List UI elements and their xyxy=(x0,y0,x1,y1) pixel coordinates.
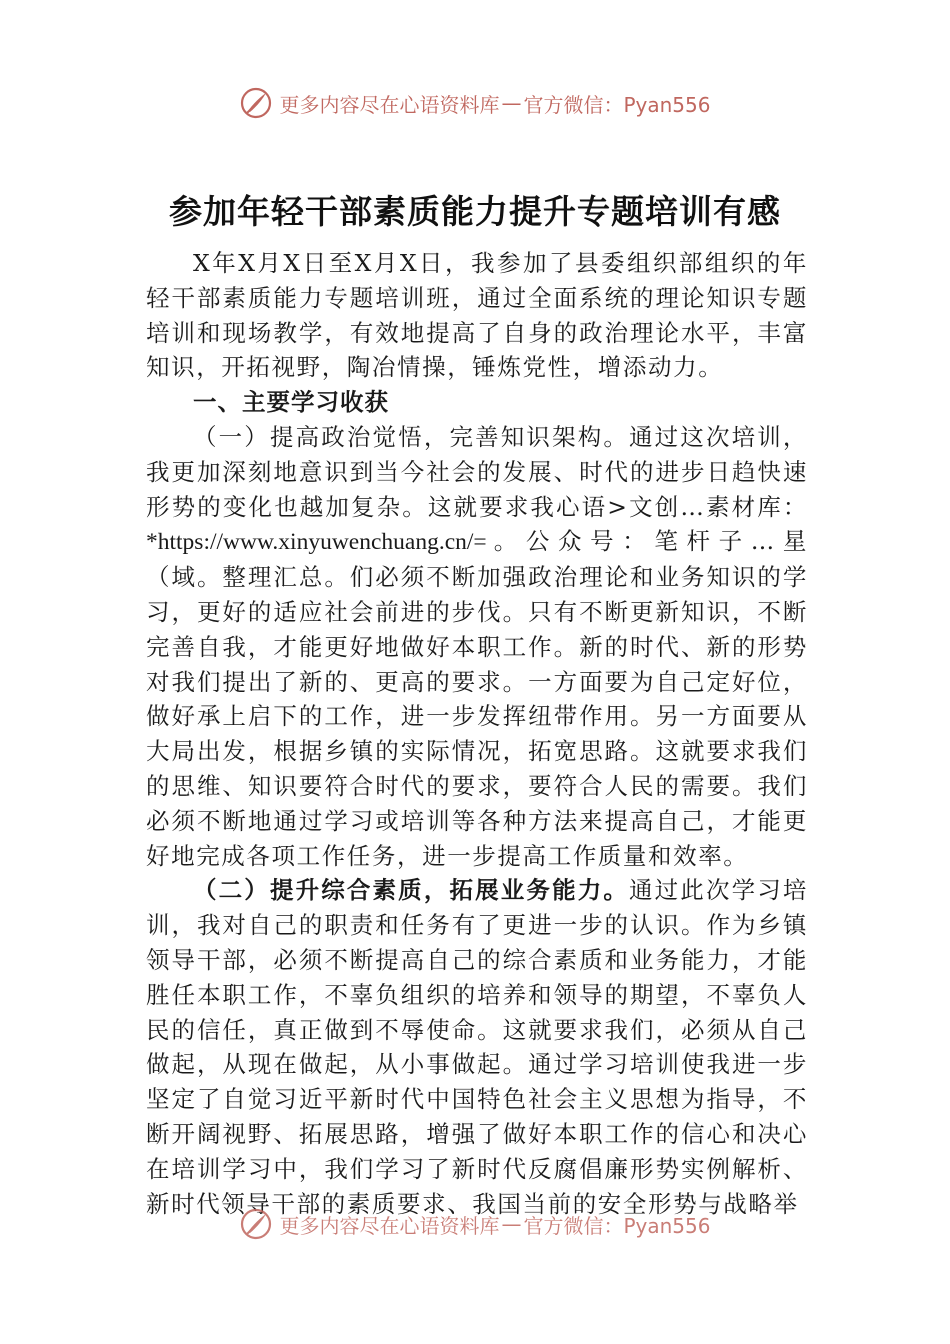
watermark-separator: — xyxy=(501,1212,522,1236)
subsection-1-lead: （一）提高政治觉悟，完善知识架构。 xyxy=(193,422,630,451)
watermark-separator: — xyxy=(501,91,522,115)
watermark-suffix: 官方微信：Pyan556 xyxy=(523,92,711,117)
watermark-footer xyxy=(0,1207,950,1241)
subsection-2-paragraph xyxy=(146,873,808,1221)
watermark-label: 更多内容尽在心语资料库 xyxy=(279,92,500,117)
subsection-1-url: *https://www.xinyuwenchuang.cn/= xyxy=(146,529,487,556)
document-body xyxy=(146,246,808,1221)
subsection-1-text-a: 通过这次培训，我更加深刻地意识到当今社会的发展、时代的进步日趋快速形势的变化也越加复杂。这就要求我心语>文创…素材库： xyxy=(146,422,809,521)
intro-paragraph: X年X月X日至X月X日，我参加了县委组织部组织的年轻干部素质能力专题培训班，通过全面系统的理论知识专题培训和现场教学，有效地提高了自身的政治理论水平，丰富知识，开拓视野，陶冶情操，锤炼党性，增添动力。 xyxy=(146,249,808,382)
quill-logo-icon xyxy=(239,86,273,120)
subsection-2-text: 通过此次学习培训，我对自己的职责和任务有了更进一步的认识。作为乡镇领导干部，必须不断提高自己的综合素质和业务能力，才能胜任本职工作，不辜负组织的培养和领导的期望，不辜负人民的信任，真正做到不辱使命。这就要求我们，必须从自己做起，从现在做起，从小事做起。通过学习培训使我进一步坚定了自觉习近平新时代中国特色社会主义思想为指导，不断开阔视野、拓展思路，增强了做好本职工作的信心和决心在培训学习中，我们学习了新时代反腐倡廉形势实例解析、新时代领导干部的素质要求、我国当前的安全形势与战略举 xyxy=(146,876,809,1218)
watermark-label: 更多内容尽在心语资料库 xyxy=(279,1213,500,1238)
document-title: 参加年轻干部素质能力提升专题培训有感 xyxy=(169,192,781,231)
subsection-1-paragraph xyxy=(146,420,808,873)
section-heading: 一、主要学习收获 xyxy=(193,388,389,417)
watermark-suffix: 官方微信：Pyan556 xyxy=(523,1213,711,1238)
watermark-header xyxy=(0,86,950,120)
quill-logo-icon xyxy=(239,1207,273,1241)
subsection-1-text-b: 。公众号：笔杆子…星（域。整理汇总。们必须不断加强政治理论和业务知识的学习，更好的适应社会前进的步伐。只有不断更新知识，不断完善自我，才能更好地做好本职工作。新的时代、新的形势对我们提出了新的、更高的要求。一方面要为自己定好位，做好承上启下的工作，进一步发挥纽带作用。另一方面要从大局出发，根据乡镇的实际情况，拓宽思路。这就要求我们的思维、知识要符合时代的要求，要符合人民的需要。我们必须不断地通过学习或培训等各种方法来提高自己，才能更好地完成各项工作任务，进一步提高工作质量和效率。 xyxy=(146,527,808,870)
subsection-2-lead: （二）提升综合素质，拓展业务能力。 xyxy=(193,876,630,905)
